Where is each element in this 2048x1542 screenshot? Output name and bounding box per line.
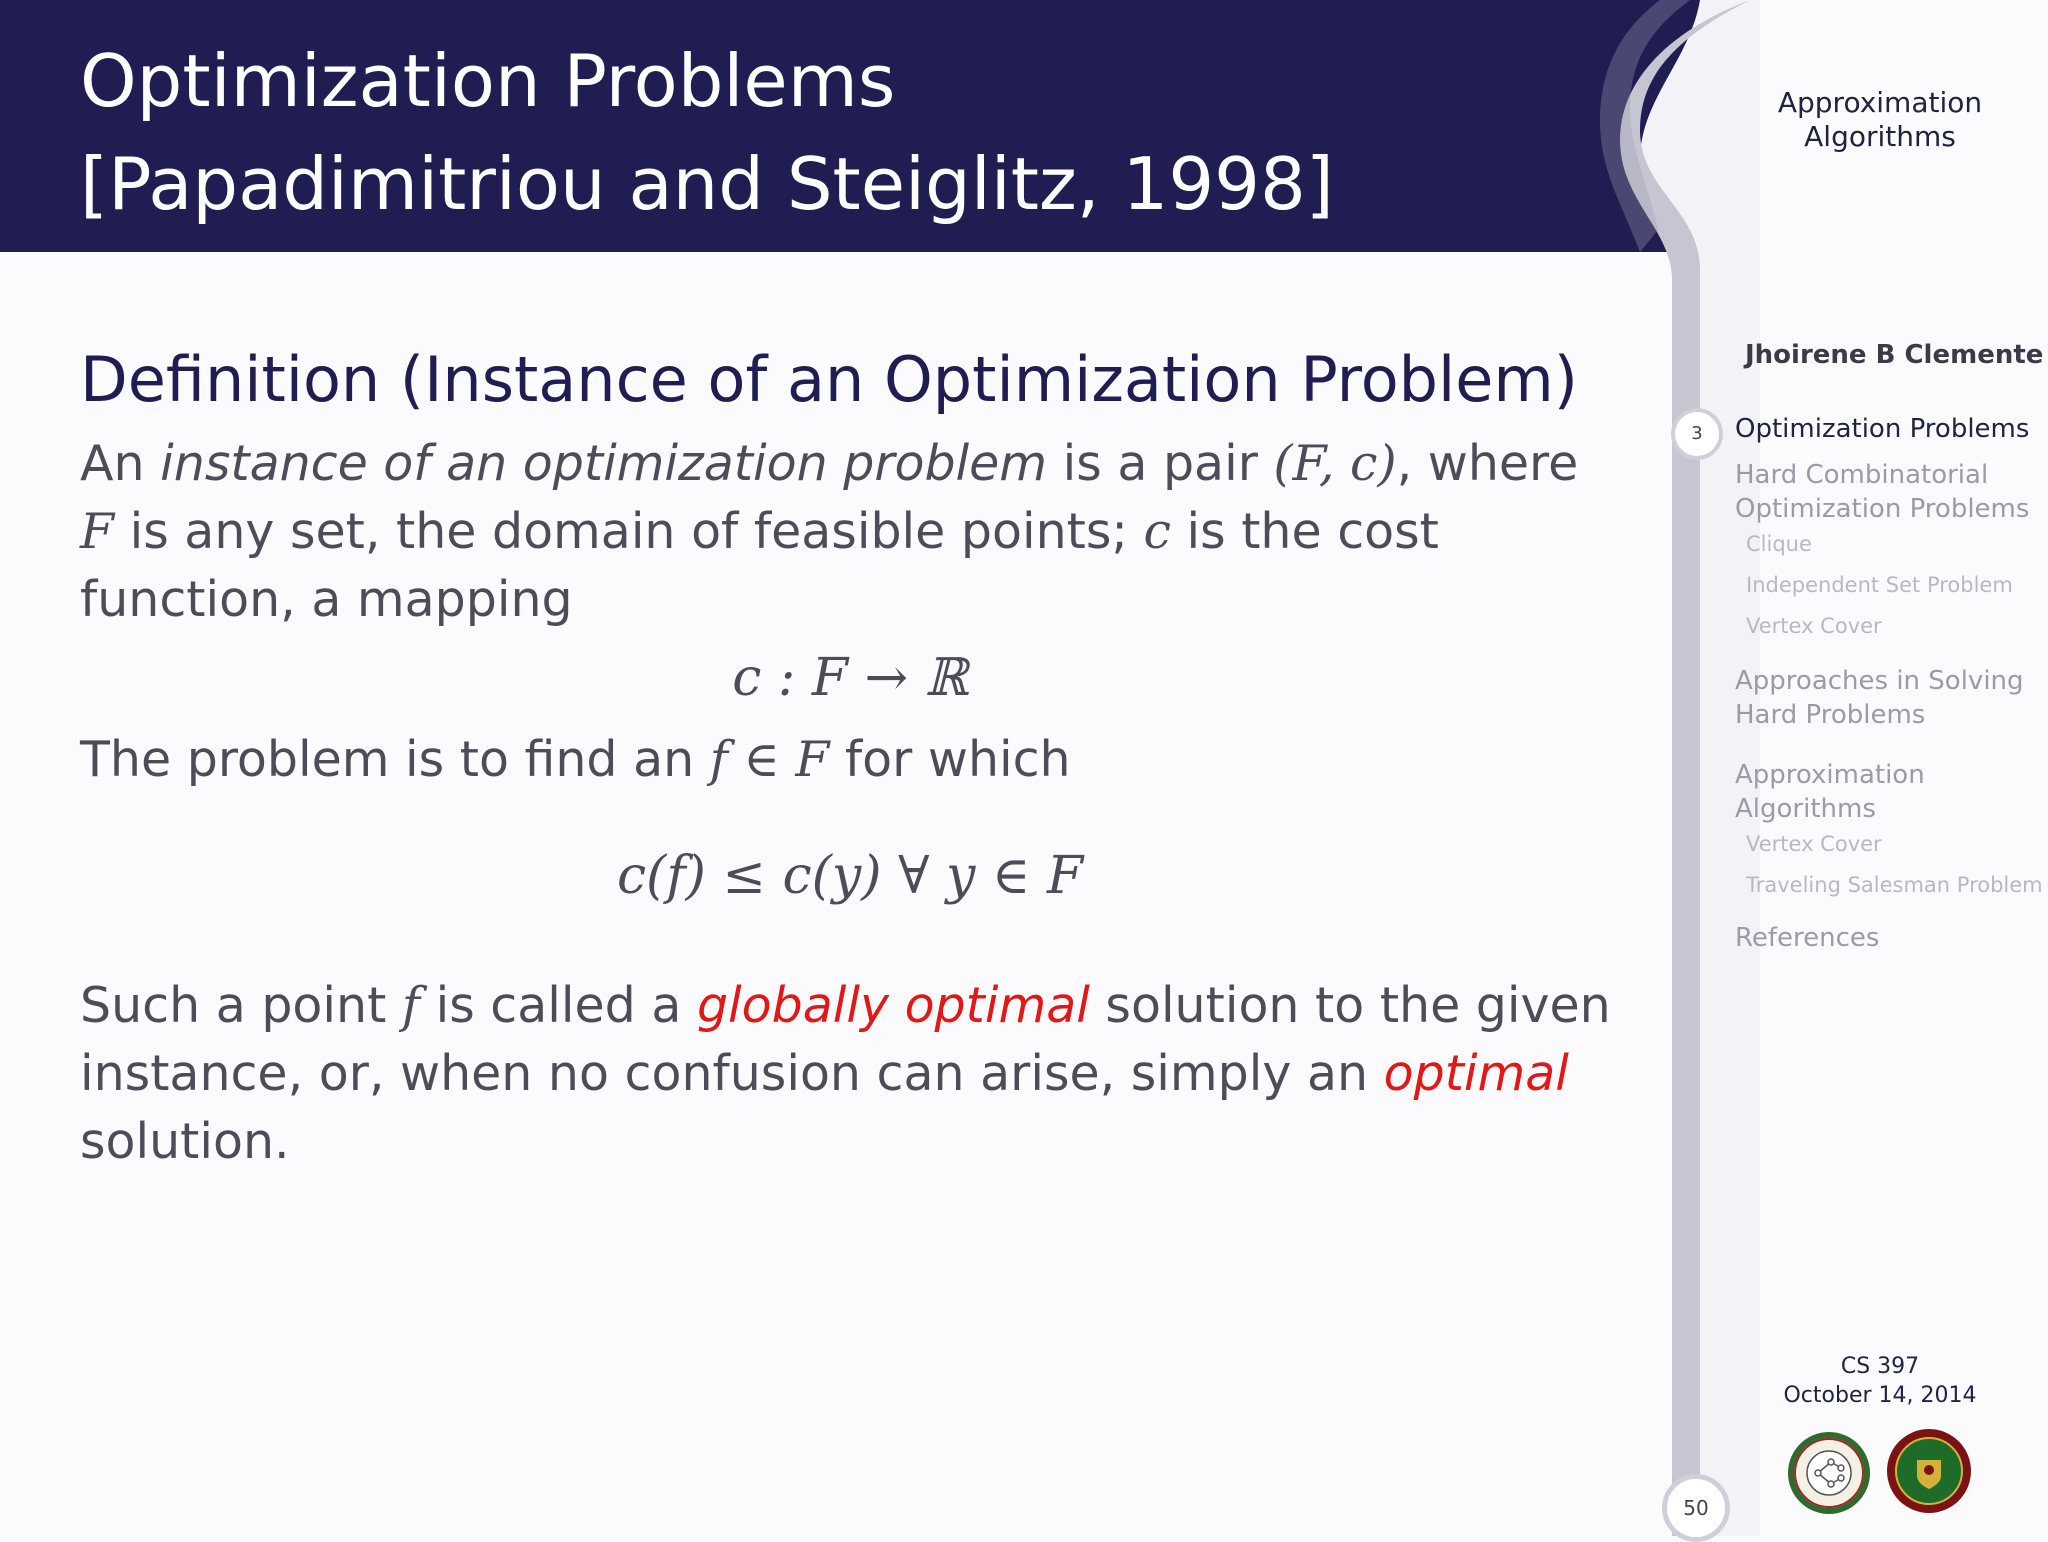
- text-run: solution to the given instance, or, when no confusion can arise, simply an: [80, 977, 1611, 1102]
- nav-item-approaches[interactable]: Approaches in Solving Hard Problems: [1735, 666, 2024, 730]
- slide-title-line2: [Papadimitriou and Steiglitz, 1998]: [80, 142, 1334, 226]
- nav-item-references[interactable]: References: [1735, 923, 1880, 953]
- header-bar: [0, 0, 1700, 252]
- text-run: is a pair: [1047, 435, 1274, 492]
- text-run: is the cost function, a mapping: [80, 503, 1439, 628]
- nav-sub-tsp[interactable]: Traveling Salesman Problem: [1746, 873, 2043, 897]
- nav-item-hard-combinatorial[interactable]: Hard Combinatorial Optimization Problems: [1735, 460, 2030, 524]
- math-membership: f ∈ F: [709, 731, 830, 788]
- slide-title-line1: Optimization Problems: [80, 39, 896, 123]
- math-var-f: f: [401, 977, 421, 1034]
- nav-sub-independent-set[interactable]: Independent Set Problem: [1746, 573, 2013, 597]
- nav-item-optimization-problems[interactable]: Optimization Problems: [1735, 414, 2030, 444]
- equation-optimality: c(f) ≤ c(y) ∀ y ∈ F: [616, 846, 1084, 906]
- nav-sub-clique[interactable]: Clique: [1746, 532, 1812, 556]
- text-run: is called a: [420, 977, 697, 1034]
- sidebar-navigation: [1735, 412, 2048, 955]
- sidebar-title-line2: Algorithms: [1804, 120, 1956, 153]
- text-run: is any set, the domain of feasible points;: [114, 503, 1144, 560]
- department-seal-logo: [1786, 1430, 1872, 1516]
- university-seal-logo: [1886, 1426, 1972, 1516]
- nav-sub-vertex-cover-2[interactable]: Vertex Cover: [1746, 832, 1882, 856]
- course-code: CS 397: [1840, 1354, 1920, 1379]
- highlight-optimal: optimal: [1383, 1045, 1569, 1102]
- page-number-badge: 50: [1662, 1474, 1730, 1542]
- definition-paragraph-3: [80, 972, 1620, 1176]
- text-run: solution.: [80, 1113, 290, 1170]
- nav-sub-vertex-cover[interactable]: Vertex Cover: [1746, 614, 1882, 638]
- section-number-badge: 3: [1671, 408, 1723, 460]
- text-run: Such a point: [80, 977, 402, 1034]
- sidebar-author: Jhoirene B Clemente: [1745, 340, 2044, 370]
- text-run: for which: [829, 731, 1071, 788]
- presentation-date: October 14, 2014: [1783, 1383, 1977, 1408]
- slide-title: [80, 30, 1334, 236]
- text-run: An: [80, 435, 161, 492]
- sidebar-presentation-title: [1700, 86, 2048, 154]
- sidebar-title-line1: Approximation: [1777, 86, 1983, 119]
- equation-mapping: c : F → ℝ: [732, 648, 968, 708]
- definition-paragraph-1: [80, 430, 1620, 634]
- nav-item-approximation-algorithms[interactable]: Approximation Algorithms: [1735, 760, 1925, 824]
- highlight-globally-optimal: globally optimal: [696, 977, 1090, 1034]
- emphasis-term: instance of an optimization problem: [160, 435, 1048, 492]
- definition-title: Definition (Instance of an Optimization Problem): [80, 343, 1578, 416]
- definition-paragraph-2: [80, 726, 1620, 794]
- text-run: The problem is to find an: [80, 731, 710, 788]
- math-pair: (F, c): [1273, 435, 1397, 492]
- text-run: , where: [1396, 435, 1579, 492]
- math-var-c: c: [1143, 503, 1171, 560]
- sidebar-course-info: [1700, 1352, 2048, 1410]
- math-var-F: F: [80, 503, 114, 560]
- slide-content: [80, 340, 1620, 1176]
